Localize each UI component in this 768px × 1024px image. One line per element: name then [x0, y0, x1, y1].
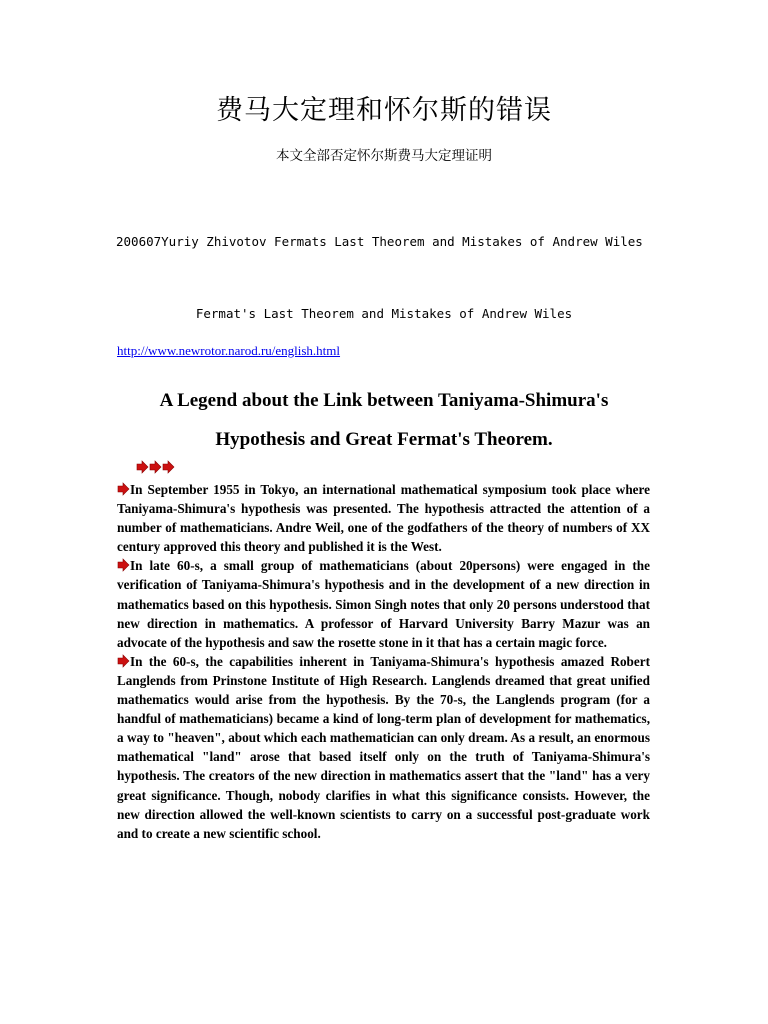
source-link[interactable]: http://www.newrotor.narod.ru/english.html [117, 343, 341, 358]
english-title-line: Fermat's Last Theorem and Mistakes of Andrew Wiles [195, 306, 573, 321]
paragraph [117, 652, 650, 843]
arrow-bullet-row [136, 460, 175, 476]
red-arrow-icon [117, 654, 130, 668]
red-arrow-icon [117, 482, 130, 496]
red-arrow-icon [117, 558, 130, 572]
paragraph-text: In September 1955 in Tokyo, an international mathematical symposium took place where Taniyama-Shimura's hypothesis was presented. The hypothesis attracted the attention of a number of mathematicians. Andre Weil, one of the godfathers of the theory of numbers of XX century approved this theory and published it is the West. [117, 482, 650, 555]
section-heading-line-1: A Legend about the Link between Taniyama-Shimura's [159, 390, 609, 411]
red-arrow-icon [162, 460, 175, 474]
chinese-subtitle: 本文全部否定怀尔斯费马大定理证明 [276, 148, 492, 164]
section-heading-line-2: Hypothesis and Great Fermat's Theorem. [215, 429, 553, 450]
paragraph-text: In late 60-s, a small group of mathematicians (about 20persons) were engaged in the verification of Taniyama-Shimura's hypothesis and in the development of a new direction in mathematics based on this hypothesis. Simon Singh notes that only 20 persons understood that new direction in mathematics. A professor of Harvard University Barry Mazur was an advocate of the hypothesis and saw the rosette stone in it that has a certain magic force. [117, 558, 650, 650]
source-line: 200607Yuriy Zhivotov Fermats Last Theorem and Mistakes of Andrew Wiles [116, 234, 643, 249]
chinese-title: 费马大定理和怀尔斯的错误 [216, 95, 552, 126]
paragraph [117, 480, 650, 556]
red-arrow-icon [136, 460, 149, 474]
red-arrow-icon [149, 460, 162, 474]
paragraph [117, 556, 650, 651]
paragraph-text: In the 60-s, the capabilities inherent in Taniyama-Shimura's hypothesis amazed Robert Langlends from Prinstone Institute of High Research. Langlends dreamed that great unified mathematics would arise from the hypothesis. By the 70-s, the Langlends program (for a handful of mathematicians) became a kind of long-term plan of development for mathematics, a way to "heaven", about which each mathematician can only dream. As a result, an enormous mathematical "land" arose that based itself only on the truth of Taniyama-Shimura's hypothesis. The creators of the new direction in mathematics assert that the "land" has a very great significance. Though, nobody clarifies in what this significance consists. However, the new direction allowed the well-known scientists to carry on a successful post-graduate work and to create a new scientific school. [117, 653, 650, 841]
body-text [117, 480, 650, 843]
